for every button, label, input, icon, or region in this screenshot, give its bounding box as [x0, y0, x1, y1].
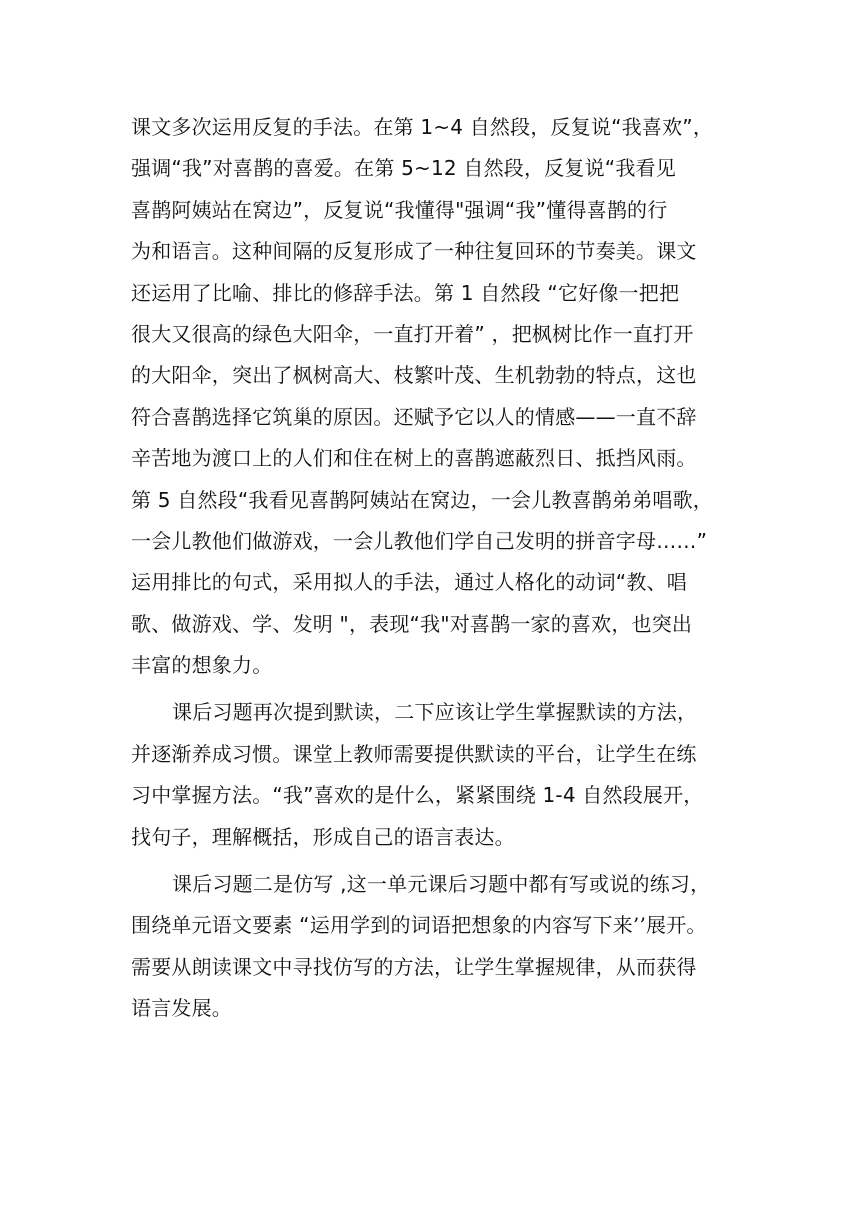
quoted-text-segment: 运用学到的词语把想象的内容写下来’’展开。 [309, 913, 707, 938]
text-line: 很大又很高的绿色大阳伞，一直打开着” ，把枫树比作一直打开 [131, 321, 694, 346]
text-line: 课后习题二是仿写 ,这一单元课后习题中都有写或说的练习， [172, 872, 711, 897]
text-line: 习中掌握方法。“我”喜欢的是什么，紧紧围绕 1-4 自然段展开， [131, 783, 704, 808]
text-line: 符合喜鹊选择它筑巢的原因。还赋予它以人的情感——一直不辞 [131, 404, 697, 429]
text-line: 一会儿教他们做游戏，一会儿教他们学自己发明的拼音字母……” [131, 528, 708, 553]
text-line: 并逐渐养成习惯。课堂上教师需要提供默读的平台，让学生在练 [131, 741, 697, 766]
text-line: 找句子，理解概括，形成自己的语言表达。 [131, 824, 515, 849]
text-line: 为和语言。这种间隔的反复形成了一种往复回环的节奏美。课文 [131, 239, 697, 264]
text-line: 的大阳伞，突出了枫树高大、枝繁叶茂、生机勃勃的特点，这也 [131, 363, 697, 388]
text-line: 辛苦地为渡口上的人们和住在树上的喜鹊遮蔽烈日、抵挡风雨。 [131, 446, 697, 471]
paragraph-2 [131, 692, 731, 858]
paragraph-3 [131, 864, 731, 1030]
text-line: 课后习题再次提到默读，二下应该让学生掌握默读的方法， [172, 700, 698, 725]
text-line: 强调“我”对喜鹊的喜爱。在第 5~12 自然段，反复说“我看见 [131, 156, 676, 181]
text-line: 喜鹊阿姨站在窝边”，反复说“我懂得"强调“我”懂得喜鹊的行 [131, 197, 668, 222]
text-line: 第 5 自然段“我看见喜鹊阿姨站在窝边，一会儿教喜鹊弟弟唱歌， [131, 487, 714, 512]
text-line: 丰富的想象力。 [131, 653, 273, 678]
text-line: 课文多次运用反复的手法。在第 1~4 自然段，反复说“我喜欢”， [131, 115, 714, 139]
document-body [131, 107, 731, 1030]
text-segment: 围绕单元语文要素 “ [131, 913, 310, 938]
text-line: 运用排比的句式，采用拟人的手法，通过人格化的动词“教、唱 [131, 570, 687, 595]
text-line: 还运用了比喻、排比的修辞手法。第 1 自然段 “它好像一把把 [131, 280, 680, 305]
paragraph-1 [131, 107, 731, 686]
text-line [131, 905, 731, 946]
text-line: 需要从朗读课文中寻找仿写的方法，让学生掌握规律，从而获得 [131, 954, 697, 979]
text-line: 语言发展。 [131, 996, 232, 1021]
text-line: 歌、做游戏、学、发明 "，表现“我"对喜鹊一家的喜欢，也突出 [131, 611, 693, 636]
